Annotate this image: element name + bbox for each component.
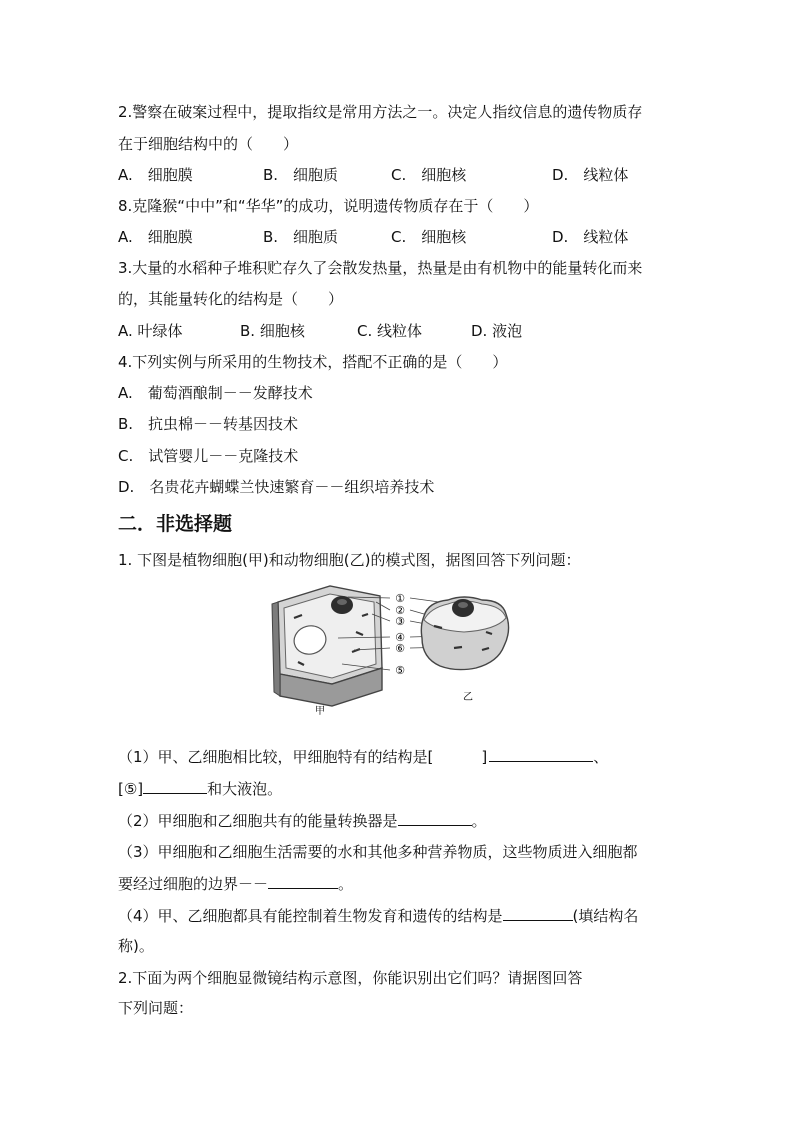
sub1-text-b: ]	[481, 748, 488, 766]
sub1-text-d: [⑤]	[118, 780, 144, 798]
s2-q1-sub2	[118, 810, 487, 831]
q3-stem-line1: 3.大量的水稻种子堆积贮存久了会散发热量，热量是由有机物中的能量转化而来	[118, 259, 643, 277]
answer-blank	[503, 905, 573, 921]
answer-blank	[143, 778, 207, 794]
figure-label-1: ①	[395, 592, 405, 605]
s2-q2-line1: 2.下面为两个细胞显微镜结构示意图，你能识别出它们吗？请据图回答	[118, 969, 583, 987]
q4-option-d: D. 名贵花卉蝴蝶兰快速繁育－－组织培养技术	[118, 478, 435, 496]
q3-stem-line2: 的，其能量转化的结构是（ ）	[118, 290, 344, 308]
s2-q1-sub1-line2	[118, 778, 282, 799]
q8-option-c: C. 细胞核	[391, 228, 467, 246]
q8-option-a: A. 细胞膜	[118, 228, 193, 246]
s2-q1-sub3-line1: （3）甲细胞和乙细胞生活需要的水和其他多种营养物质，这些物质进入细胞都	[118, 843, 638, 861]
q2-option-c: C. 细胞核	[391, 166, 467, 184]
q8-option-d: D. 线粒体	[552, 228, 629, 246]
figure-label-4: ④	[395, 631, 405, 644]
q2-option-d: D. 线粒体	[552, 166, 629, 184]
answer-blank	[398, 810, 472, 826]
sub3-text-a: 要经过细胞的边界－－	[118, 875, 269, 893]
q2-stem-line2: 在于细胞结构中的（ ）	[118, 135, 299, 153]
s2-q2-line2: 下列问题：	[118, 999, 194, 1017]
section-heading: 二．非选择题	[118, 513, 233, 535]
figure-label-5: ⑤	[395, 664, 405, 677]
q8-stem: 8.克隆猴“中中”和“华华”的成功，说明遗传物质存在于（ ）	[118, 197, 539, 215]
s2-q1-sub1-line1	[118, 746, 608, 767]
figure-caption-yi: 乙	[463, 692, 473, 703]
s2-q1-sub3-line2	[118, 873, 353, 894]
q2-stem-line1: 2.警察在破案过程中，提取指纹是常用方法之一。决定人指纹信息的遗传物质存	[118, 103, 643, 121]
sub1-text-e: 和大液泡。	[207, 780, 283, 798]
figure-caption-jia: 甲	[315, 706, 325, 717]
cell-diagram-figure	[258, 580, 548, 720]
q4-stem: 4.下列实例与所采用的生物技术，搭配不正确的是（ ）	[118, 353, 508, 371]
animal-cell	[421, 597, 508, 670]
s2-q1-sub4-line1	[118, 905, 638, 926]
answer-blank	[268, 873, 338, 889]
sub1-text-a: （1）甲、乙细胞相比较，甲细胞特有的结构是[	[118, 748, 434, 766]
sub2-text-b: 。	[471, 812, 487, 830]
sub3-text-b: 。	[338, 875, 354, 893]
q4-option-c: C. 试管婴儿－－克隆技术	[118, 447, 299, 465]
figure-label-3: ③	[395, 615, 405, 628]
plant-cell	[272, 586, 382, 706]
q4-option-a: A. 葡萄酒酿制－－发酵技术	[118, 384, 313, 402]
q3-option-c: C. 线粒体	[357, 322, 423, 340]
q2-option-b: B. 细胞质	[263, 166, 339, 184]
figure-label-6: ⑥	[395, 642, 405, 655]
q2-option-a: A. 细胞膜	[118, 166, 193, 184]
s2-q1-intro: 1. 下图是植物细胞(甲)和动物细胞(乙)的模式图，据图回答下列问题：	[118, 551, 581, 569]
q3-option-d: D. 液泡	[471, 322, 523, 340]
answer-blank	[489, 746, 593, 762]
q4-option-b: B. 抗虫棉－－转基因技术	[118, 415, 299, 433]
q8-option-b: B. 细胞质	[263, 228, 339, 246]
sub4-text-b: (填结构名	[572, 907, 639, 925]
sub1-text-c: 、	[593, 748, 609, 766]
sub4-text-a: （4）甲、乙细胞都具有能控制着生物发育和遗传的结构是	[118, 907, 503, 925]
q3-option-b: B. 细胞核	[240, 322, 305, 340]
s2-q1-sub4-line2: 称)。	[118, 937, 154, 955]
q3-option-a: A. 叶绿体	[118, 322, 183, 340]
sub2-text-a: （2）甲细胞和乙细胞共有的能量转换器是	[118, 812, 398, 830]
figure-label-2: ②	[395, 604, 405, 617]
